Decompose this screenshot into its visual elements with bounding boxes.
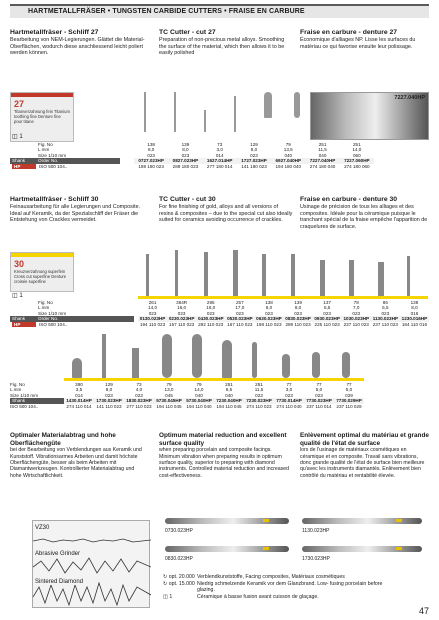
cell: 274 180 060	[344, 163, 370, 169]
cell: 261	[148, 300, 157, 305]
cell: 194 110 040	[186, 403, 212, 409]
bur-image	[146, 254, 149, 296]
cell: 11,5	[254, 387, 264, 393]
cell: 6927.040HP	[271, 158, 305, 163]
cell: 390	[75, 382, 83, 387]
cell: 0830.023HP	[285, 316, 311, 322]
cell: 79	[196, 382, 202, 387]
s30-yellow-band-2	[64, 378, 364, 381]
s30-en	[159, 196, 293, 224]
s30-thumb-num: 30	[14, 259, 25, 269]
cell: 184 110 016	[401, 321, 428, 327]
note-row	[163, 594, 429, 601]
cell: 5,5	[382, 305, 389, 311]
cell: 023	[250, 152, 258, 158]
cell: 5730.045HP	[154, 398, 184, 403]
cell: 5730.040HP	[184, 398, 214, 403]
cell: 277 180 014	[206, 163, 233, 169]
cell: 7730.023HP	[304, 398, 334, 403]
bur-image	[264, 92, 272, 118]
label-size: Size 1/10 mm	[38, 310, 67, 316]
label-hp-row	[10, 164, 130, 169]
cell: 040	[195, 392, 203, 398]
s30-de	[10, 196, 148, 224]
label-iso: ISO 500 104..	[10, 403, 39, 409]
cell: 014	[75, 392, 83, 398]
s30-en-title: TC Cutter - cut 30	[159, 196, 216, 203]
cell: 277 110 023	[126, 403, 152, 409]
photo-label: 0830.023HP	[165, 556, 193, 562]
cell: 295	[206, 300, 215, 305]
cell: 251	[353, 142, 361, 147]
cell: 137	[323, 300, 331, 305]
label-fig: Fig. No	[10, 382, 25, 387]
bur-image	[342, 352, 350, 378]
cell: 0130.023HP	[139, 316, 166, 322]
cell: 1230.016HP	[401, 316, 428, 322]
label-fig: Fig. No	[38, 300, 53, 305]
cell: 040	[225, 392, 233, 398]
cell: 1130.023HP	[372, 316, 398, 322]
cell: 77	[346, 382, 352, 387]
bur-image	[349, 260, 354, 296]
cell: 13,0	[164, 387, 174, 393]
label-hp: HP	[12, 164, 36, 169]
label-size: Size 1/10 mm	[10, 392, 39, 398]
bur-image	[320, 260, 325, 296]
bottom-fr-title: Enlèvement optimal du matériau et grande qualité de l'état de surface	[300, 432, 429, 447]
cell: 023	[265, 310, 273, 316]
cell: 251	[255, 382, 263, 387]
note-text: Verblendkunststoffe, Facing composites, Matériaux cosmétiques	[197, 574, 345, 580]
cell: 1627.014HP	[203, 158, 237, 163]
s30-pack-icon: ◫ 1	[12, 293, 23, 299]
cell: 023	[177, 310, 186, 316]
cell: 040	[284, 152, 293, 158]
s30-yellow-band	[138, 296, 428, 299]
cell: 17,0	[235, 305, 245, 311]
bur-image	[294, 92, 300, 118]
cell: 77	[286, 382, 292, 387]
label-iso: ISO 500 104..	[39, 163, 68, 169]
cell: 045	[165, 392, 173, 398]
cell: 198 180 023	[138, 163, 164, 169]
cell: 79	[285, 142, 291, 147]
cell: 7730.014HP	[274, 398, 304, 403]
bur-photo	[165, 518, 289, 524]
cell: 274 110 040	[276, 403, 302, 409]
cell: 023	[352, 310, 361, 316]
note-text: Céramique à basse fusion avant cuisson de glaçage.	[197, 593, 319, 600]
label-lmm: L mm	[10, 387, 22, 393]
bur-image	[102, 334, 106, 378]
cell: 023	[206, 310, 215, 316]
cell: 029	[345, 392, 353, 398]
s27-labels	[10, 142, 130, 169]
cell: 0430.023HP	[197, 316, 224, 322]
cell: 16,0	[177, 305, 187, 311]
cell: 3,5	[75, 387, 83, 393]
label-shank: Shank	[12, 158, 26, 164]
s30-fr	[300, 196, 429, 230]
cell: 7227.060HP	[340, 158, 374, 163]
cell: 0827.023HP	[168, 158, 202, 163]
bottom-en-title: Optimum material reduction and excellent surface quality	[159, 432, 287, 447]
cell: 194 110 045	[216, 403, 242, 409]
cell: 3,0	[216, 147, 223, 153]
bur-image	[312, 352, 320, 378]
photo-1130	[300, 516, 428, 540]
s27-photo-label: 7227.040HP	[394, 95, 425, 101]
cell: 78	[353, 300, 359, 305]
graph-label-1: VZ30	[35, 525, 50, 531]
note-symbol: ↻ opt. 15.000	[163, 580, 195, 587]
page-header: HARTMETALLFRÄSER • TUNGSTEN CARBIDE CUTTERS • FRAISE EN CARBURE	[10, 4, 429, 18]
cell: 3,0	[285, 387, 293, 393]
note-row	[163, 574, 429, 581]
cell: 0630.023HP	[256, 316, 282, 322]
bur-image	[162, 334, 172, 378]
s30-en-text: For fine finishing of gold, alloys and all versions of resins & composites – due to the special cut also ideally suited for ceramics avoiding occurrence of crackles.	[159, 204, 293, 224]
cell: 0530.023HP	[227, 316, 253, 322]
s27-fr	[300, 29, 429, 50]
s27-de	[10, 29, 145, 57]
bur-image	[407, 256, 410, 296]
cell: 8,0	[411, 305, 418, 311]
cell: 6,5	[225, 387, 233, 393]
photo-label: 1730.023HP	[302, 556, 330, 562]
label-hp: HP	[12, 322, 36, 327]
cell: 023	[148, 310, 157, 316]
cell: 73	[136, 382, 142, 387]
cell: 8,0	[147, 147, 155, 153]
cell: 225 110 023	[314, 321, 340, 327]
yellow-ring	[396, 547, 402, 550]
page-number: 47	[418, 606, 429, 616]
s30-burs	[138, 250, 428, 298]
note-symbol: ↻ opt. 20.000	[163, 574, 195, 580]
cell: 023	[147, 152, 155, 158]
cell: 274 110 023	[246, 403, 272, 409]
cell: 237 110 023	[372, 321, 398, 327]
bur-image	[233, 250, 238, 296]
bur-image	[174, 92, 176, 132]
bur-photo	[302, 546, 422, 552]
bur-image	[144, 92, 146, 132]
cell: 8,0	[265, 305, 273, 311]
cell: 5,5	[323, 305, 331, 311]
s27-en	[159, 29, 289, 57]
yellow-ring	[396, 519, 402, 522]
cell: 8,0	[182, 147, 189, 153]
cell: 251	[225, 382, 233, 387]
s27-table	[134, 142, 374, 169]
cell: 274 110 014	[66, 403, 92, 409]
cell: 014	[215, 152, 224, 158]
bur-image	[291, 254, 295, 296]
surface-graph	[32, 520, 150, 608]
s27-fr-text: Économique d'alliages NP. Lisse les surfaces du matériau ce qui favorise ensuite leur polissage.	[300, 37, 416, 50]
bur-image	[204, 252, 208, 296]
cell: 141 110 023	[96, 403, 122, 409]
cell: 7,0	[353, 305, 360, 311]
graph-label-2: Abrasive Grinder	[35, 551, 81, 557]
s30-labels-2	[10, 382, 70, 409]
cell: 7230.023HP	[244, 398, 274, 403]
bur-image	[132, 348, 139, 378]
cell: 5,0	[315, 387, 323, 393]
label-fig: Fig. No	[38, 142, 53, 147]
cell: 016	[410, 310, 419, 316]
cell: 129	[105, 382, 113, 387]
label-shank: Shank	[10, 398, 70, 403]
s27-photo	[310, 92, 429, 140]
cell: 77	[316, 382, 322, 387]
bottom-fr	[300, 432, 429, 479]
cell: 023	[381, 310, 390, 316]
s27-de-text: Bearbeitung von NEM-Legierungen. Glättet die Material-Oberflächen, wodurch diese anschliessend leicht poliert werden können.	[10, 37, 145, 57]
s27-thumb-num: 27	[14, 99, 25, 109]
note-text: Niedrig schmelzende Keramik vor dem Glanzbrand. Low- fusing porcelain before glazing.	[197, 580, 383, 594]
cell: 023	[315, 392, 323, 398]
graph-label-3: Sintered Diamond	[35, 579, 84, 585]
label-order: Order No.	[38, 316, 59, 322]
s30-labels	[10, 300, 134, 327]
label-hp-row	[10, 322, 134, 327]
cell: 7230.040HP	[214, 398, 244, 403]
cell: 4,0	[135, 387, 143, 393]
bur-image	[252, 342, 257, 378]
bur-image	[72, 358, 82, 378]
s27-fr-title: Fraise en carbure - denture 27	[300, 29, 398, 36]
label-lmm: L mm	[38, 305, 50, 311]
bottom-fr-text: lors de l'usinage de matériaux cosmétiques en céramique et en composite. Travail sans vibrations, donc grande qualité de l'état de surface bien meilleure qu'avec les instruments diamantés. Enlèvement bien contrôlé du matériau et rentabilité élevée.	[300, 447, 425, 479]
cell: 023	[105, 392, 113, 398]
s27-thumb-text: Titanverzahnung fein Titanium toothing fine Denture fine pour titane	[14, 109, 70, 124]
cell: 237 110 014	[306, 403, 332, 409]
cell: 1727.023HP	[237, 158, 271, 163]
graph-lines	[33, 521, 151, 609]
cell: 1830.023HP	[124, 398, 154, 403]
s30-thumb	[10, 252, 74, 292]
cell: 198 110 023	[256, 321, 282, 327]
label-lmm: L mm	[38, 147, 50, 153]
cell: 023	[323, 310, 331, 316]
s30-de-text: Feinausarbeitung für alle Legierungen und Composite. Ideal auf Keramik, da der Spezialschliff der Fräser die Entstehung von Crackles vermeidet.	[10, 204, 141, 224]
bur-image	[282, 354, 290, 378]
cell: 0727.023HP	[134, 158, 168, 163]
cell: 14,0	[352, 147, 362, 153]
usage-notes	[163, 574, 429, 600]
cell: 139	[181, 142, 190, 147]
s27-de-title: Hartmetallfräser - Schliff 27	[10, 29, 99, 36]
cell: 237 110 023	[343, 321, 369, 327]
cell: 8,0	[294, 305, 302, 311]
cell: 194 110 023	[139, 321, 166, 327]
bur-image	[234, 96, 236, 132]
cell: 0230.023HP	[168, 316, 195, 322]
s27-en-title: TC Cutter - cut 27	[159, 29, 216, 36]
cell: 289 180 023	[172, 163, 199, 169]
cell: 194 110 045	[156, 403, 182, 409]
s30-table-2	[64, 382, 364, 409]
cell: 11,5	[318, 147, 327, 153]
cell: 251	[318, 142, 327, 147]
cell: 79	[166, 382, 172, 387]
cell: 257	[236, 300, 244, 305]
cell: 023	[135, 392, 143, 398]
label-size: Size 1/10 mm	[38, 152, 67, 158]
note-symbol: ◫ 1	[163, 593, 173, 600]
cell: 274 180 040	[309, 163, 336, 169]
label-shank: Shank	[12, 316, 26, 322]
cell: 138	[265, 300, 273, 305]
cell: 139	[294, 300, 302, 305]
cell: 157 110 023	[169, 321, 195, 327]
s30-burs-2	[64, 332, 364, 380]
cell: 023	[285, 392, 293, 398]
photo-0830	[163, 544, 293, 568]
cell: 16,0	[206, 305, 216, 311]
bur-image	[175, 250, 178, 296]
bur-image	[222, 340, 232, 378]
cell: 1030.023HP	[343, 316, 370, 322]
bur-image	[262, 254, 266, 296]
cell: 7730.029HP	[334, 398, 364, 403]
yellow-ring	[263, 519, 269, 522]
cell: 14,0	[194, 387, 204, 393]
cell: 129	[250, 142, 258, 147]
label-order: Order No.	[38, 158, 59, 164]
s30-table	[138, 300, 429, 327]
cell: 8,0	[250, 147, 258, 153]
cell: 023	[236, 310, 244, 316]
s27-en-text: Preparation of non-precious metal alloys. Smoothing the surface of the material, which then allows it to be easily polished	[159, 37, 285, 57]
cell: 237 110 029	[336, 403, 362, 409]
s30-thumb-text: Kreuzverzahnung superfein Cross cut superfine Denture croisée superfine	[14, 269, 67, 284]
cell: 7227.040HP	[305, 158, 339, 163]
photo-label: 1130.023HP	[302, 528, 330, 534]
cell: 5,0	[345, 387, 353, 393]
label-iso: ISO 500 104..	[39, 321, 68, 327]
cell: 13,5	[283, 147, 293, 153]
cell: 040	[318, 152, 327, 158]
cell: 138	[147, 142, 155, 147]
cell: 138	[410, 300, 419, 305]
yellow-ring	[263, 547, 269, 550]
bottom-de-title: Optimaler Materialabtrag und hohe Oberflächengüte	[10, 432, 116, 447]
bur-photo	[165, 546, 289, 552]
bur-image	[378, 262, 384, 296]
photo-1730	[300, 544, 428, 568]
cell: 194 180 040	[275, 163, 302, 169]
cell: 292 110 023	[198, 321, 224, 327]
cell: 289 110 023	[285, 321, 311, 327]
cell: 023	[294, 310, 302, 316]
cell: 023	[255, 392, 263, 398]
cell: 023	[181, 152, 190, 158]
bottom-de-text: bei der Bearbeitung von Verblendungen aus Keramik und Kunststoff. Vibrationsarmes Arbeiten und damit höchste Oberflächengüte, besser als beim Arbeiten mit Diamantwerkzeugen. Kontrollierter Materialabtrag und hohe Wirtschaftlichkeit.	[10, 447, 142, 479]
bur-image	[204, 110, 206, 132]
note-row	[163, 581, 429, 594]
cell: 8,0	[105, 387, 113, 393]
bur-image	[192, 334, 202, 378]
cell: 167 110 023	[227, 321, 253, 327]
s27-pack-icon: ◫ 1	[12, 134, 23, 140]
cell: 1430.014HP	[64, 398, 94, 403]
s30-fr-title: Fraise en carbure - denture 30	[300, 196, 398, 203]
bottom-en	[159, 432, 293, 479]
cell: 14,0	[148, 305, 158, 311]
s30-de-title: Hartmetallfräser - Schliff 30	[10, 196, 99, 203]
cell: 73	[217, 142, 223, 147]
cell: 141 180 023	[241, 163, 267, 169]
bur-photo	[302, 518, 422, 524]
photo-0730	[163, 516, 293, 540]
bottom-de	[10, 432, 146, 479]
cell: 060	[353, 152, 361, 158]
photo-label: 0730.023HP	[165, 528, 193, 534]
cell: 86	[382, 300, 388, 305]
cell: 0930.023HP	[314, 316, 340, 322]
cell: 1730.023HP	[94, 398, 124, 403]
bottom-en-text: when preparing porcelain and composite facings. Minimum vibration when preparing results in optimum surface quality, superior to preparing with diamond instruments. Controlled material reduction and increased cost-effectiveness.	[159, 447, 290, 479]
s30-fr-text: Usinage de précision de tous les alliages et des composites. Idéale pour la céramique puisque le tranchant spécial de la fraise empêche l'apparition de craquelures de surface.	[300, 204, 428, 230]
cell: 364R	[176, 300, 188, 305]
